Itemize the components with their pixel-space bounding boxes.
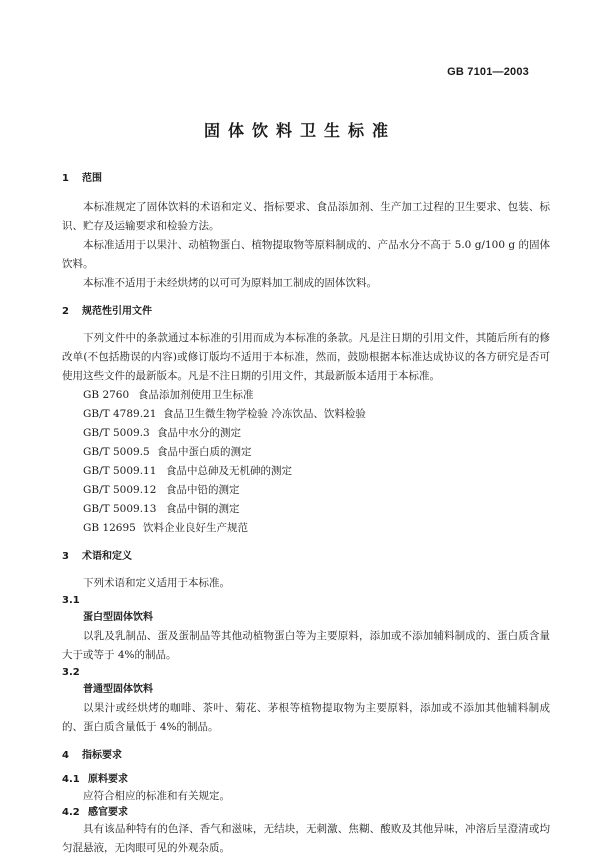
section-number: 4 [62,750,69,761]
subsection-number: 3.1 [62,595,80,606]
subsection-title: 原料要求 [88,774,128,785]
section-number: 2 [62,306,69,317]
paragraph: 具有该品种特有的色泽、香气和滋味，无结块，无刺激、焦糊、酸败及其他异味，冲溶后呈澄清或均匀混悬液，无肉眼可见的外观杂质。 [62,823,550,854]
reference-code: GB/T 5009.12 [83,484,157,496]
reference-name: 食品中铜的测定 [166,503,240,515]
reference-item [62,386,550,405]
reference-code: GB/T 5009.5 [83,446,150,458]
paragraph: 应符合相应的标准和有关规定。 [83,790,230,802]
reference-name: 饮料企业良好生产规范 [143,522,248,534]
reference-name: 食品中铅的测定 [166,484,240,496]
section-number: 1 [62,173,69,184]
section-1-heading [62,172,550,186]
reference-code: GB/T 5009.11 [83,465,157,477]
reference-item [62,519,550,538]
reference-name: 食品中水分的测定 [157,427,241,439]
paragraph: 本标准不适用于未经烘烤的以可可为原料加工制成的固体饮料。 [83,277,377,289]
reference-item [62,443,550,462]
reference-name: 食品添加剂使用卫生标准 [138,389,254,401]
section-2-heading [62,305,550,319]
paragraph: 下列术语和定义适用于本标准。 [83,577,230,589]
reference-list [62,386,550,538]
section-title: 指标要求 [82,750,122,761]
section-title: 规范性引用文件 [82,306,152,317]
reference-name: 食品中总砷及无机砷的测定 [166,465,292,477]
document-body [62,172,550,858]
subsection-number: 4.2 [62,807,80,818]
reference-code: GB/T 4789.21 [83,408,157,420]
section-3-heading [62,550,550,564]
reference-item [62,424,550,443]
section-4-heading [62,749,550,763]
paragraph: 本标准适用于以果汁、动植物蛋白、植物提取物等原料制成的、产品水分不高于 5.0 g/100 g 的固体饮料。 [62,239,550,270]
reference-code: GB 12695 [83,522,136,534]
reference-item [62,481,550,500]
reference-item [62,405,550,424]
paragraph: 下列文件中的条款通过本标准的引用而成为本标准的条款。凡是注日期的引用文件，其随后所有的修改单(不包括勘误的内容)或修订版均不适用于本标准，然而，鼓励根据本标准达成协议的各方研究是否可使用这些文件的最新版本。凡是不注日期的引用文件，其最新版本适用于本标准。 [62,332,550,382]
subsection-4-2-heading [62,806,550,820]
term-definition: 以果汁或经烘烤的咖啡、茶叶、菊花、茅根等植物提取物为主要原料，添加或不添加其他辅料制成的、蛋白质含量低于 4%的制品。 [62,702,550,733]
reference-item [62,500,550,519]
subsection-number: 3.2 [62,667,80,678]
reference-name: 食品中蛋白质的测定 [157,446,252,458]
subsection-4-1-heading [62,773,550,787]
reference-name: 食品卫生微生物学检验 冷冻饮品、饮料检验 [163,408,366,420]
reference-item [62,462,550,481]
document-title: 固体饮料卫生标准 [203,121,396,140]
reference-code: GB 2760 [83,389,130,401]
paragraph: 本标准规定了固体饮料的术语和定义、指标要求、食品添加剂、生产加工过程的卫生要求、包装、标识、贮存及运输要求和检验方法。 [62,201,550,232]
section-title: 范围 [82,173,102,184]
reference-code: GB/T 5009.13 [83,503,157,515]
term-title: 普通型固体饮料 [83,684,153,695]
subsection-number: 4.1 [62,774,80,785]
section-number: 3 [62,551,69,562]
subsection-title: 感官要求 [88,807,128,818]
term-definition: 以乳及乳制品、蛋及蛋制品等其他动植物蛋白等为主要原料，添加或不添加辅料制成的、蛋白质含量大于或等于 4%的制品。 [62,630,550,661]
standard-code: GB 7101—2003 [447,66,529,78]
reference-code: GB/T 5009.3 [83,427,150,439]
section-title: 术语和定义 [82,551,132,562]
term-title: 蛋白型固体饮料 [83,612,153,623]
